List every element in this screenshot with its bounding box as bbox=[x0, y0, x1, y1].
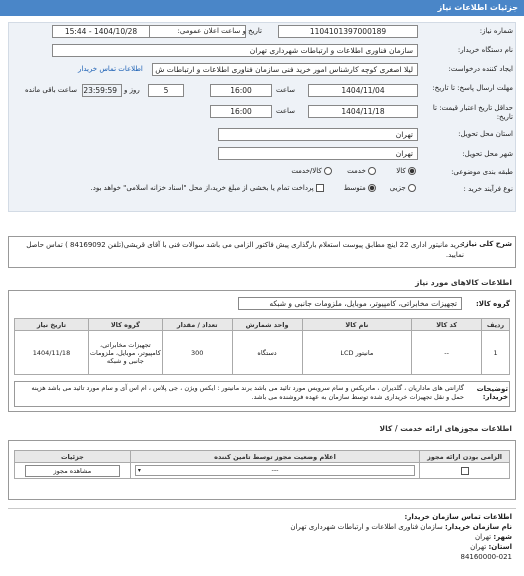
process-label: نوع فرآیند خرید : bbox=[463, 185, 513, 193]
radio-selected-icon[interactable] bbox=[368, 184, 376, 192]
goods-section-title: اطلاعات کالاهای مورد نیاز bbox=[415, 278, 512, 287]
description-text: خرید مانیتور اداری 22 اینچ مطابق پیوست استعلام بارگذاری پیش فاکتور الزامی می باشد سوالات فنی با آقای قریشی(تلفن 84169092 ) تماس حاصل نمایید. bbox=[26, 241, 464, 259]
column-header: تعداد / مقدار bbox=[162, 319, 232, 331]
province-field: تهران bbox=[218, 128, 418, 141]
goods-group-label: گروه کالا: bbox=[475, 300, 510, 308]
contact-city: شهر: تهران bbox=[474, 533, 512, 541]
page-header: جزئیات اطلاعات نیاز bbox=[0, 0, 524, 16]
cell-name: مانیتور LCD bbox=[302, 331, 412, 375]
radio-icon[interactable] bbox=[408, 184, 416, 192]
city-label: شهر محل تحویل: bbox=[462, 150, 513, 158]
checkbox-icon[interactable] bbox=[316, 184, 324, 192]
table-row bbox=[15, 331, 510, 375]
validity-time-label: ساعت bbox=[276, 107, 296, 115]
required-cell bbox=[420, 463, 510, 479]
process-option-medium[interactable]: متوسط bbox=[344, 184, 376, 192]
reply-time-field: 16:00 bbox=[210, 84, 272, 97]
creator-label: ایجاد کننده درخواست: bbox=[448, 65, 513, 73]
chevron-down-icon: ▾ bbox=[137, 467, 141, 474]
permits-section-title: اطلاعات مجوزهای ارائه خدمت / کالا bbox=[379, 424, 512, 433]
buyer-contact-info bbox=[12, 512, 512, 562]
category-label: طبقه بندی موضوعی: bbox=[451, 168, 513, 176]
buyer-notes-label: توضیحات خریدار: bbox=[476, 385, 508, 401]
contact-phone: 84160000-021 bbox=[460, 553, 512, 561]
validity-date-field: 1404/11/18 bbox=[308, 105, 418, 118]
divider bbox=[8, 508, 516, 509]
view-permit-button[interactable]: مشاهده مجوز bbox=[25, 465, 120, 477]
need-number-label: شماره نیاز: bbox=[479, 27, 513, 35]
table-row bbox=[15, 463, 510, 479]
validity-time-field: 16:00 bbox=[210, 105, 272, 118]
creator-field: لیلا اصغری کوچه کارشناس امور خرید فنی سازمان فناوری اطلاعات و ارتباطات ش bbox=[152, 63, 418, 76]
reply-time-label: ساعت bbox=[276, 86, 296, 94]
announce-field: 1404/10/28 - 15:44 bbox=[52, 25, 150, 38]
announce-label: تاریخ و ساعت اعلان عمومی: bbox=[177, 27, 262, 35]
treasury-payment-option[interactable]: پرداخت تمام یا بخشی از مبلغ خرید،از محل "اسناد خزانه اسلامی" خواهد بود. bbox=[91, 184, 324, 192]
column-header: واحد شمارش bbox=[232, 319, 302, 331]
checkbox-icon[interactable] bbox=[461, 467, 469, 475]
contact-title: اطلاعات تماس سازمان خریدار: bbox=[404, 513, 512, 521]
cell-qty: 300 bbox=[162, 331, 232, 375]
process-option-minor[interactable]: جزیی bbox=[390, 184, 416, 192]
contact-province: استان: تهران bbox=[470, 543, 512, 551]
remaining-label: ساعت باقی مانده bbox=[25, 86, 77, 94]
goods-table bbox=[14, 318, 510, 375]
radio-icon[interactable] bbox=[368, 167, 376, 175]
buyer-label: نام دستگاه خریدار: bbox=[457, 46, 513, 54]
radio-icon[interactable] bbox=[324, 167, 332, 175]
contact-org: نام سازمان خریدار: سازمان فناوری اطلاعات و ارتباطات شهرداری تهران bbox=[290, 523, 512, 531]
radio-selected-icon[interactable] bbox=[408, 167, 416, 175]
reply-deadline-label: مهلت ارسال پاسخ: تا تاریخ: bbox=[432, 84, 513, 92]
column-header: تاریخ نیاز bbox=[15, 319, 89, 331]
city-field: تهران bbox=[218, 147, 418, 160]
days-field: 5 bbox=[148, 84, 184, 97]
column-header: نام کالا bbox=[302, 319, 412, 331]
permits-table-header bbox=[15, 451, 510, 463]
need-number-field: 1104101397000189 bbox=[278, 25, 418, 38]
column-header: جزئیات bbox=[15, 451, 131, 463]
buyer-field: سازمان فناوری اطلاعات و ارتباطات شهرداری تهران bbox=[52, 44, 418, 57]
cell-group: تجهیزات مخابراتی، کامپیوتر، موبایل، ملزومات جانبی و شبکه bbox=[88, 331, 162, 375]
status-cell bbox=[130, 463, 419, 479]
goods-table-header bbox=[15, 319, 510, 331]
permit-status-select[interactable]: --- ▾ bbox=[135, 465, 415, 476]
buyer-notes-text: گارانتی های ماداریان ، گلدیران ، ماتریکس و سام سرویس مورد تائید می باشد برند مانیتور : ایکس ویژن ، جی پلاس ، ام اس آی و سام مورد تائید می باشد هزینه حمل و نقل تجهیزات خریداری شده توسط سازمان به عهده فروشنده می باشد. bbox=[31, 384, 464, 401]
column-header: ردیف bbox=[482, 319, 510, 331]
cell-row: 1 bbox=[482, 331, 510, 375]
buyer-contact-link[interactable]: اطلاعات تماس خریدار bbox=[78, 65, 143, 73]
category-option-goods[interactable]: کالا bbox=[396, 167, 416, 175]
reply-date-field: 1404/11/04 bbox=[308, 84, 418, 97]
details-cell bbox=[15, 463, 131, 479]
remaining-time-field: 23:59:59 bbox=[82, 84, 122, 97]
column-header: الزامی بودن ارائه مجوز bbox=[420, 451, 510, 463]
column-header: اعلام وضعیت مجوز توسط تامین کننده bbox=[130, 451, 419, 463]
cell-unit: دستگاه bbox=[232, 331, 302, 375]
description-label: شرح کلی نیاز: bbox=[461, 240, 512, 248]
days-label: روز و bbox=[124, 86, 140, 94]
goods-group-field: تجهیزات مخابراتی، کامپیوتر، موبایل، ملزومات جانبی و شبکه bbox=[238, 297, 462, 310]
validity-label: حداقل تاریخ اعتبار قیمت: تا تاریخ: bbox=[432, 104, 513, 121]
column-header: کد کالا bbox=[412, 319, 482, 331]
column-header: گروه کالا bbox=[88, 319, 162, 331]
category-option-goods-service[interactable]: کالا/خدمت bbox=[291, 167, 332, 175]
permits-table bbox=[14, 450, 510, 479]
cell-date: 1404/11/18 bbox=[15, 331, 89, 375]
cell-code: -- bbox=[412, 331, 482, 375]
province-label: استان محل تحویل: bbox=[458, 130, 513, 138]
category-option-service[interactable]: خدمت bbox=[347, 167, 376, 175]
